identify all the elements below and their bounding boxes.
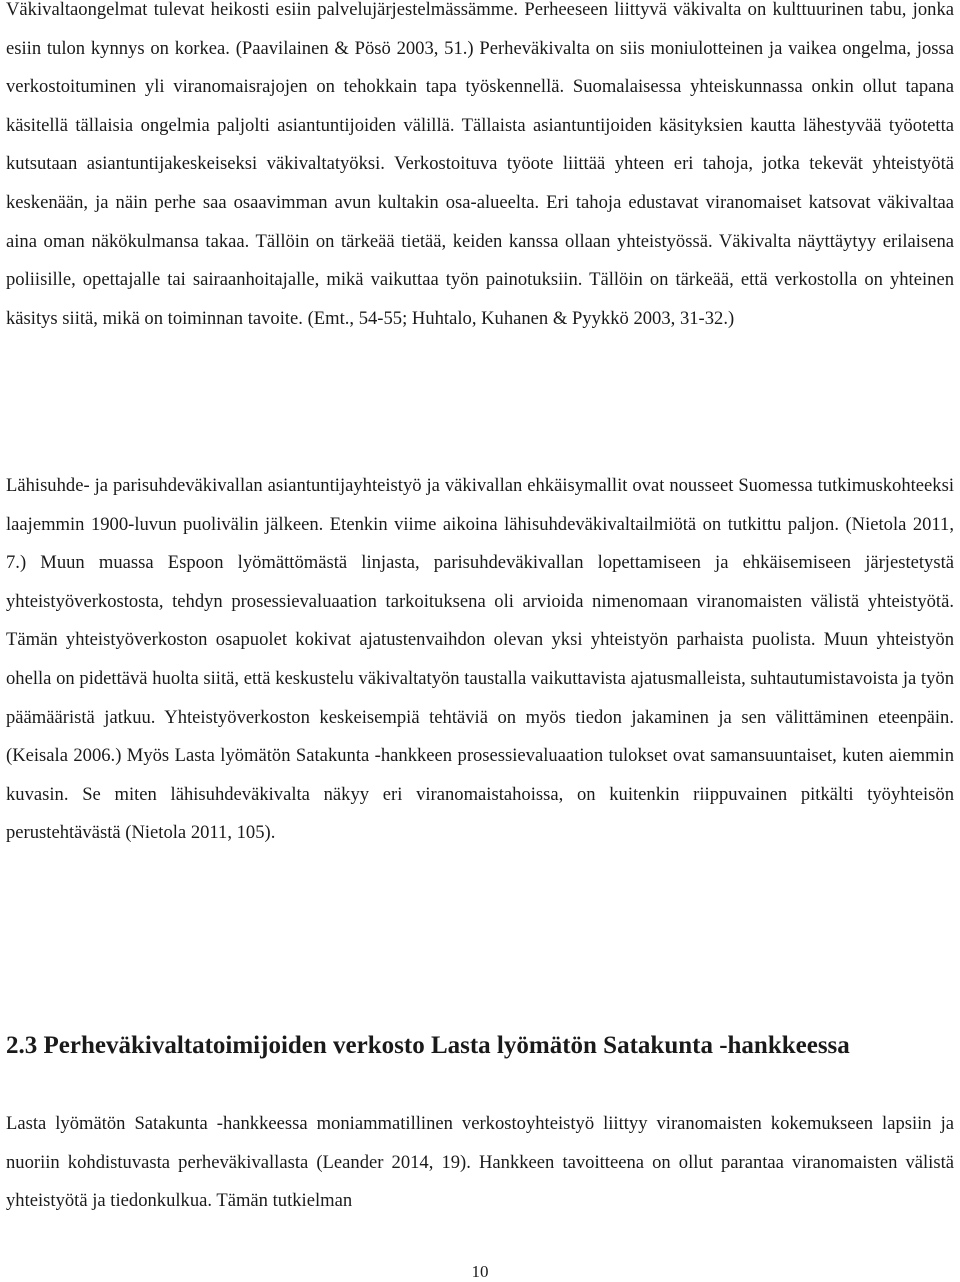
body-paragraph: Lasta lyömätön Satakunta -hankkeessa moniammatillinen verkostoyhteistyö liittyy viranomaisten kokemukseen lapsiin ja nuoriin kohdistuvasta perheväkivallasta (Leander 2014, 19). Hankkeen tavoitteena on ollut parantaa viranomaisten välistä yhteistyötä ja tiedonkulkua. Tämän tutkielman xyxy=(6,1113,954,1212)
body-paragraph: Lähisuhde- ja parisuhdeväkivallan asiantuntijayhteistyö ja väkivallan ehkäisymallit ovat nousseet Suomessa tutkimuskohteeksi laajemmin 1900-luvun puolivälin jälkeen. Etenkin viime aikoina lähisuhdeväkivaltailmiötä on tutkittu paljon. (Nietola 2011, 7.) Muun muassa Espoon lyömättömästä linjasta, parisuhdeväkivallan lopettamiseen ja ehkäisemiseen järjestetystä yhteistyöverkostosta, tehdyn prosessievaluaation tarkoituksena oli arvioida nimenomaan viranomaisten välistä yhteistyötä. Tämän yhteistyöverkoston osapuolet kokivat ajatustenvaihdon olevan yksi yhteistyön parhaista puolista. Muun yhteistyön ohella on pidettävä huolta siitä, että keskustelu väkivaltatyön taustalla vaikuttavista ajatusmalleista, suhtautumistavoista ja työn päämääristä jatkuu. Yhteistyöverkoston keskeisempiä tehtäviä on myös tiedon jakaminen ja sen välittäminen eteenpäin. (Keisala 2006.) Myös Lasta lyömätön Satakunta -hankkeen prosessievaluaation tulokset ovat samansuuntaiset, kuten aiemmin kuvasin. Se miten lähisuhdeväkivalta näkyy eri viranomaistahoissa, on kuitenkin riippuvainen pitkälti työyhteisön perustehtävästä (Nietola 2011, 105). xyxy=(6,475,954,844)
section-heading: 2.3 Perheväkivaltatoimijoiden verkosto Lasta lyömätön Satakunta -hankkeessa xyxy=(6,1032,850,1059)
body-paragraph: Väkivaltaongelmat tulevat heikosti esiin palvelujärjestelmässämme. Perheeseen liittyvä väkivalta on kulttuurinen tabu, jonka esiin tulon kynnys on korkea. (Paavilainen & Pösö 2003, 51.) Perheväkivalta on siis moniulotteinen ja vaikea ongelma, jossa verkostoituminen yli viranomaisrajojen on tehokkain tapa työskennellä. Suomalaisessa yhteiskunnassa onkin ollut tapana käsitellä tällaisia ongelmia paljolti asiantuntijoiden välillä. Tällaista asiantuntijoiden käsityksien kautta lähestyvää työotetta kutsutaan asiantuntijakeskeiseksi väkivaltatyöksi. Verkostoituva työote liittää yhteen eri tahoja, jotka tekevät yhteistyötä keskenään, ja näin perhe saa osaavimman avun kultakin osa-alueelta. Eri tahoja edustavat viranomaiset katsovat väkivaltaa aina oman näkökulmansa takaa. Tällöin on tärkeää tietää, keiden kanssa ollaan yhteistyössä. Väkivalta näyttäytyy erilaisena poliisille, opettajalle tai sairaanhoitajalle, mikä vaikuttaa työn painotuksiin. Tällöin on tärkeää, että verkostolla on yhteinen käsitys siitä, mikä on toiminnan tavoite. (Emt., 54-55; Huhtalo, Kuhanen & Pyykkö 2003, 31-32.) xyxy=(6,0,954,329)
page-number: 10 xyxy=(471,1262,489,1281)
